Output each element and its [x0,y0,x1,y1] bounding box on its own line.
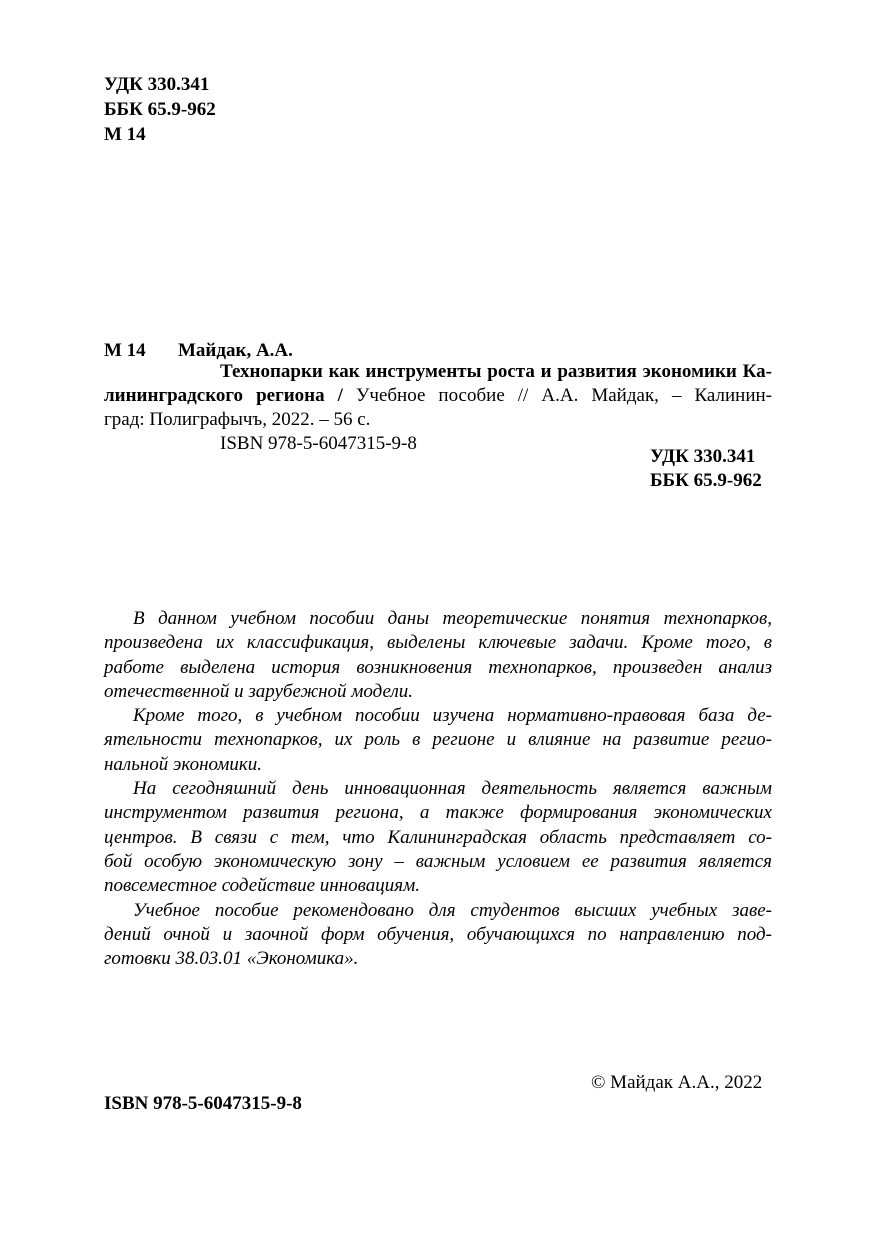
record-classification [650,445,762,493]
bibliographic-record [104,360,772,456]
abstract-line: На сегодняшний день инновационная деятельность является важным [133,778,772,800]
abstract-line: инструментом развития региона, а также формирования экономических [104,802,772,824]
record-edition: Учебное пособие // А.А. Майдак, – Калинин- [342,385,772,406]
classification-block [104,72,216,147]
abstract-line: ятельности технопарков, их роль в регионе и влияние на развитие регио- [104,729,772,751]
abstract-line: готовки 38.03.01 «Экономика». [104,948,359,970]
abstract-line: В данном учебном пособии даны теоретические понятия технопарков, [133,608,772,629]
record-title-part: лининградского региона / [104,385,343,406]
record-isbn: ISBN 978-5-6047315-9-8 [220,433,417,454]
record-publisher: град: Полиграфычъ, 2022. – 56 с. [104,409,371,430]
record-line [104,408,772,432]
abstract [104,607,772,971]
abstract-line: нальной экономики. [104,753,263,775]
abstract-line: отечественной и зарубежной модели. [104,680,414,702]
record-author: Майдак, А.А. [178,340,293,361]
record-bbk: ББК 65.9-962 [650,470,762,491]
author-mark: М 14 [104,124,146,145]
abstract-line: Кроме того, в учебном пособии изучена нормативно-правовая база де- [133,705,772,727]
abstract-line: повсеместное содействие инновациям. [104,875,420,897]
record-udk: УДК 330.341 [650,446,756,467]
abstract-paragraph [104,899,772,972]
abstract-paragraph [104,607,772,704]
udk-code: УДК 330.341 [104,74,210,95]
abstract-line: дений очной и заочной форм обучения, обучающихся по направлению под- [104,923,772,945]
bbk-code: ББК 65.9-962 [104,99,216,120]
abstract-paragraph [104,777,772,898]
isbn: ISBN 978-5-6047315-9-8 [104,1093,302,1114]
record-author-mark: М 14 [104,340,146,361]
abstract-paragraph [104,704,772,777]
record-line [104,384,772,408]
record-line [104,360,772,384]
copyright: © Майдак А.А., 2022 [591,1072,763,1093]
abstract-line: работе выделена история возникновения технопарков, произведен анализ [104,656,772,678]
record-title-part: Технопарки как инструменты роста и развития экономики Ка- [220,361,772,382]
abstract-line: Учебное пособие рекомендовано для студентов высших учебных заве- [133,899,772,921]
abstract-line: произведена их классификация, выделены ключевые задачи. Кроме того, в [104,632,772,654]
abstract-line: центров. В связи с тем, что Калининградская область представляет со- [104,826,772,848]
abstract-line: бой особую экономическую зону – важным условием ее развития является [104,850,772,872]
